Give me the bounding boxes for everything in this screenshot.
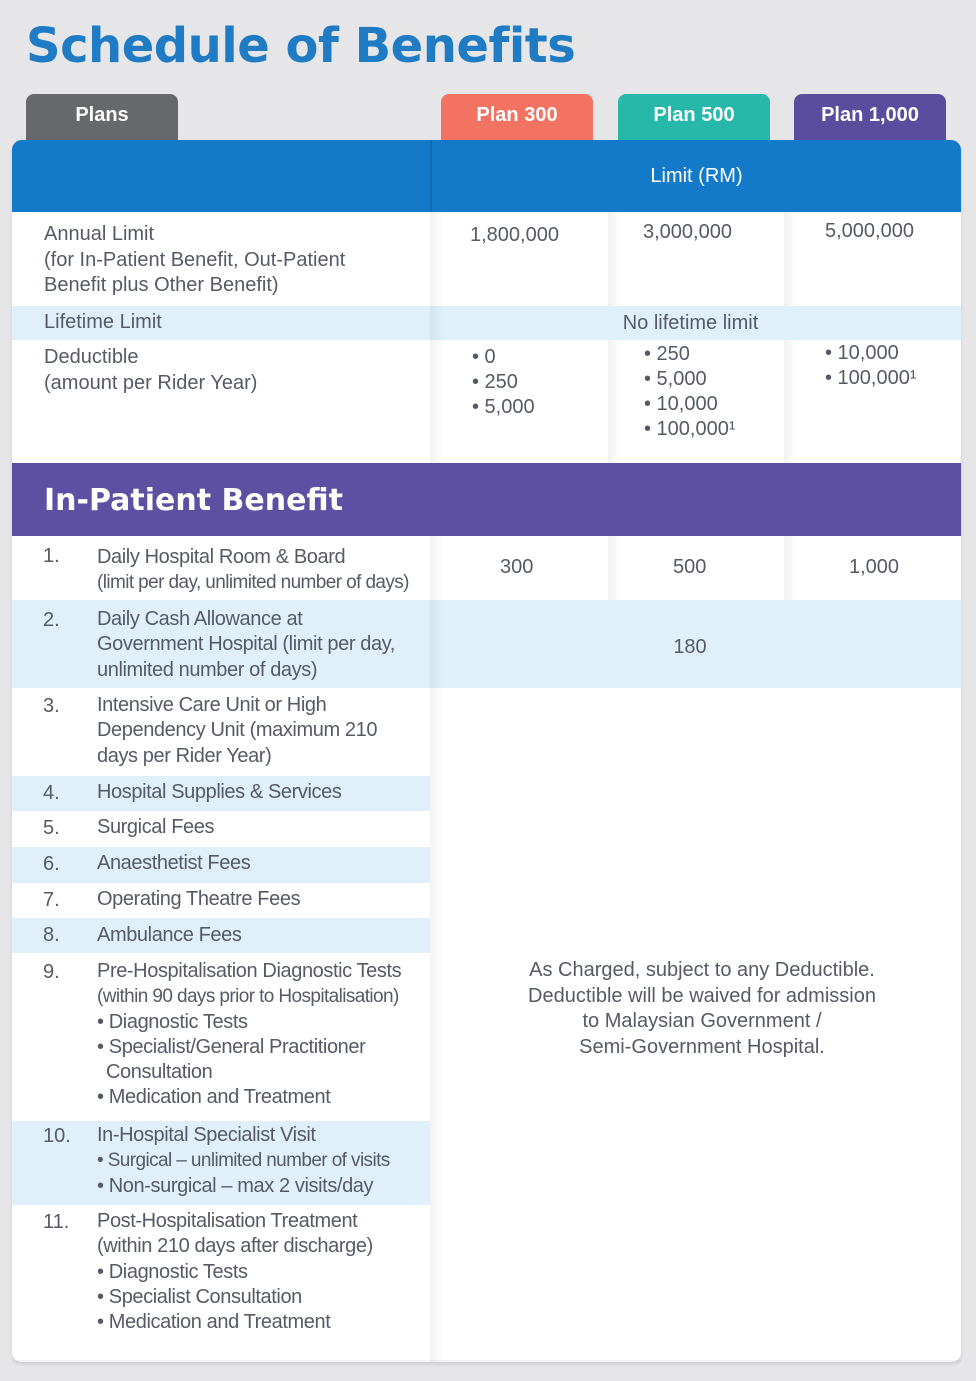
page-title: Schedule of Benefits — [26, 18, 576, 74]
card-shadow — [12, 1360, 961, 1366]
item-number: 6. — [43, 853, 60, 875]
deductible-plan-500 — [644, 342, 736, 442]
item-line: Intensive Care Unit or High — [97, 694, 327, 716]
in-patient-title: In-Patient Benefit — [44, 483, 344, 518]
item-description: Hospital Supplies & Services — [97, 781, 342, 803]
annual-limit-plan-300: 1,800,000 — [470, 224, 559, 246]
deductible-label — [44, 345, 257, 396]
item-line: (limit per day, unlimited number of days) — [97, 572, 409, 594]
annual-limit-plan-500: 3,000,000 — [643, 221, 732, 243]
deductible-option: • 5,000 — [644, 368, 707, 390]
column-separator — [608, 536, 622, 600]
item-description — [97, 693, 432, 769]
deductible-option: • 100,000¹ — [825, 367, 917, 389]
label-line: (for In-Patient Benefit, Out-Patient — [44, 248, 346, 271]
item-description — [97, 959, 432, 1111]
item-line: • Specialist Consultation — [97, 1285, 302, 1308]
item-line: (within 90 days prior to Hospitalisation) — [97, 986, 399, 1008]
item-line: • Diagnostic Tests — [97, 1260, 248, 1283]
lifetime-limit-value: No lifetime limit — [622, 312, 759, 334]
item-line: days per Rider Year) — [97, 744, 272, 767]
column-separator — [608, 340, 622, 463]
deductible-option: • 0 — [472, 346, 496, 368]
item-number: 2. — [43, 609, 60, 631]
item-line: Consultation — [106, 1061, 213, 1084]
item-line: • Surgical – unlimited number of visits — [97, 1150, 390, 1172]
column-separator — [784, 340, 798, 463]
annual-limit-row — [12, 212, 961, 306]
item-number: 10. — [43, 1125, 71, 1147]
deductible-option: • 10,000 — [644, 393, 718, 415]
item-number: 9. — [43, 961, 60, 983]
tab-plan-1000-label: Plan 1,000 — [821, 104, 919, 126]
note-line: As Charged, subject to any Deductible. — [529, 959, 875, 981]
label-line: Deductible — [44, 346, 139, 368]
item-number: 11. — [43, 1211, 70, 1233]
in-patient-header — [12, 463, 961, 536]
item-description: Anaesthetist Fees — [97, 852, 251, 874]
item-line: • Medication and Treatment — [97, 1086, 331, 1109]
item-number: 8. — [43, 924, 60, 946]
note-line: Semi-Government Hospital. — [579, 1035, 825, 1058]
list-item — [12, 688, 430, 776]
item-number: 3. — [43, 695, 60, 717]
room-board-plan-1000: 1,000 — [849, 556, 900, 578]
tab-plans-label: Plans — [75, 104, 129, 126]
item-number: 1. — [43, 545, 60, 567]
item-description — [97, 607, 432, 683]
tab-plan-500 — [618, 94, 770, 142]
deductible-option: • 5,000 — [472, 396, 535, 418]
note-line: to Malaysian Government / — [582, 1010, 822, 1032]
item-line: Dependency Unit (maximum 210 — [97, 719, 378, 742]
as-charged-note — [432, 958, 961, 1060]
deductible-plan-300 — [472, 345, 535, 420]
item-description — [97, 1123, 432, 1199]
list-item — [12, 847, 430, 883]
cash-allowance-value: 180 — [673, 636, 707, 658]
lifetime-limit-label: Lifetime Limit — [44, 311, 162, 333]
label-line: (amount per Rider Year) — [44, 371, 258, 394]
item-line: unlimited number of days) — [97, 658, 318, 681]
label-line: Annual Limit — [44, 223, 155, 245]
deductible-option: • 250 — [644, 343, 690, 365]
tab-plans — [26, 94, 178, 142]
item-line: • Specialist/General Practitioner — [97, 1035, 366, 1058]
tab-plan-300-label: Plan 300 — [476, 104, 558, 126]
item-line: Pre-Hospitalisation Diagnostic Tests — [97, 960, 402, 982]
item-line: • Non-surgical – max 2 visits/day — [97, 1174, 374, 1197]
item-description — [97, 1209, 432, 1335]
item-line: Government Hospital (limit per day, — [97, 633, 395, 656]
tab-plan-500-label: Plan 500 — [653, 104, 735, 126]
lifetime-limit-row — [12, 306, 961, 340]
item-number: 4. — [43, 782, 60, 804]
note-line: Deductible will be waived for admission — [528, 984, 876, 1007]
list-item — [12, 953, 430, 1121]
limit-header — [12, 140, 961, 212]
column-separator — [430, 536, 444, 600]
list-item — [12, 536, 961, 600]
tab-plan-300 — [441, 94, 593, 142]
item-number: 5. — [43, 817, 60, 839]
item-description — [97, 545, 432, 596]
annual-limit-plan-1000: 5,000,000 — [825, 220, 914, 242]
item-description: Operating Theatre Fees — [97, 888, 301, 910]
item-line: In-Hospital Specialist Visit — [97, 1124, 316, 1146]
item-line: Post-Hospitalisation Treatment — [97, 1210, 358, 1232]
deductible-plan-1000 — [825, 341, 917, 391]
list-item — [12, 776, 430, 811]
list-item — [12, 1205, 430, 1362]
item-line: Daily Cash Allowance at — [97, 608, 303, 630]
list-item — [12, 600, 961, 688]
item-line: • Diagnostic Tests — [97, 1010, 248, 1033]
item-line: • Medication and Treatment — [97, 1311, 331, 1334]
list-item — [12, 1121, 430, 1205]
label-line: Benefit plus Other Benefit) — [44, 274, 279, 296]
tab-plan-1000 — [794, 94, 946, 142]
item-line: (within 210 days after discharge) — [97, 1235, 373, 1258]
item-number: 7. — [43, 889, 60, 911]
deductible-option: • 10,000 — [825, 342, 899, 364]
deductible-option: • 250 — [472, 371, 518, 393]
list-item — [12, 811, 430, 847]
limit-header-label: Limit (RM) — [650, 165, 743, 187]
column-separator — [784, 212, 798, 306]
column-separator — [784, 536, 798, 600]
list-item — [12, 883, 430, 918]
item-line: Daily Hospital Room & Board — [97, 546, 346, 568]
deductible-row — [12, 340, 961, 463]
item-description: Ambulance Fees — [97, 924, 242, 946]
list-item — [12, 918, 430, 953]
room-board-plan-300: 300 — [500, 556, 534, 578]
item-description: Surgical Fees — [97, 816, 215, 838]
room-board-plan-500: 500 — [673, 556, 707, 578]
column-separator — [430, 212, 444, 306]
annual-limit-label — [44, 222, 424, 299]
column-separator — [430, 340, 444, 463]
benefits-table — [12, 140, 961, 1362]
deductible-option: • 100,000¹ — [644, 418, 736, 440]
column-separator — [608, 212, 622, 306]
